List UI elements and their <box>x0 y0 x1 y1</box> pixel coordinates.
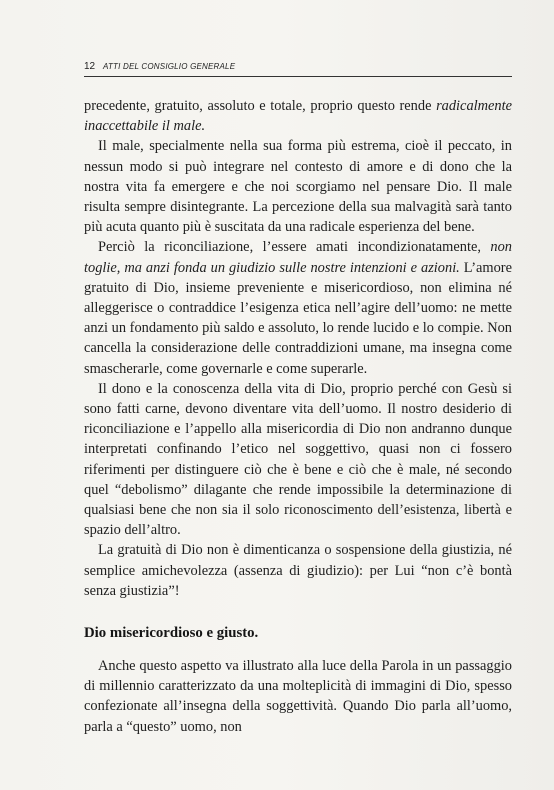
emphasis-text: non toglie, ma anzi fonda un giudizio sulle nostre intenzioni e azioni. <box>84 239 512 276</box>
running-title: ATTI DEL CONSIGLIO GENERALE <box>103 62 236 71</box>
paragraph-text: Il male, specialmente nella sua forma più estrema, cioè il peccato, in nessun modo si può integrare nel contesto di amore e di dono che la nostra vita fa emergere e che noi scorgiamo nel pensare Dio. Il male risulta sempre disintegrante. La percezione della sua malvagità sarà tanto più acuta quanto più è suscitata da una radicale esperienza del bene. <box>84 138 512 236</box>
body-text <box>84 96 512 737</box>
paragraph-text: La gratuità di Dio non è dimenticanza o sospensione della giustizia, né semplice amichevolezza (assenza di giudizio): per Lui “non c’è bontà senza giustizia”! <box>84 542 512 599</box>
paragraph-text: Il dono e la conoscenza della vita di Dio, proprio perché con Gesù si sono fatti carne, devono diventare vita dell’uomo. Il nostro desiderio di riconciliazione e l’appello alla misericordia di Dio non andranno dunque interpretati confinando l’etico nel soggettivo, quasi non ci fossero riferimenti per distinguere ciò che è bene e ciò che è male, né secondo quel “debolismo” dilagante che rende impossibile la determinazione di qualsiasi bene che non sia il solo riconoscimento dell’esistenza, libertà e spazio dell’altro. <box>84 380 512 539</box>
paragraph <box>84 136 512 237</box>
page-number: 12 <box>84 61 96 72</box>
section-heading: Dio misericordioso e giusto. <box>84 625 259 642</box>
paragraph <box>84 96 512 136</box>
paragraph-text: Anche questo aspetto va illustrato alla luce della Parola in un passaggio di millennio caratterizzato da una molteplicità di immagini di Dio, spesso confezionate all’insegna della soggettività. Quando Dio parla all’uomo, parla a “questo” uomo, non <box>84 658 512 735</box>
emphasis-text: radicalmente inaccettabile il male. <box>84 98 512 135</box>
paragraph-text: precedente, gratuito, assoluto e totale, proprio questo rende <box>84 98 437 114</box>
paragraph <box>84 379 512 541</box>
page-header <box>84 60 512 77</box>
paragraph <box>84 656 512 737</box>
paragraph-text: Perciò la riconciliazione, l’essere amati incondizionatamente, <box>98 239 491 256</box>
paragraph <box>84 540 512 601</box>
paragraph <box>84 237 512 378</box>
paragraph-text: L’amore gratuito di Dio, insieme preveniente e misericordioso, non elimina né alleggerisce o contraddice l’esigenza etica nell’agire dell’uomo: ne mette anzi un fondamento più saldo e assoluto, lo rende lucido e lo compie. Non cancella la considerazione delle contraddizioni umane, ma insegna come smascherarle, come governarle e come superarle. <box>84 259 512 377</box>
